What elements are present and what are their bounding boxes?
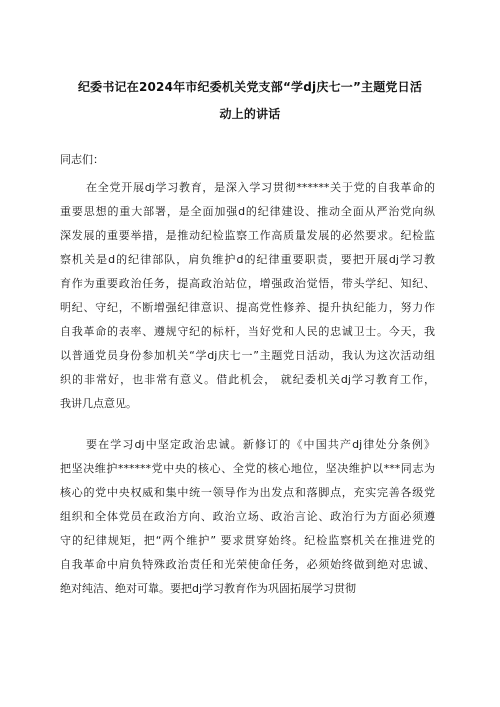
paragraph-1-line: 以普通党员身份参加机关“学dj庆七一”主题党日活动，我认为这次活动组 [60, 349, 435, 362]
paragraph-1-line: 育作为重要政治任务，提高政治站位，增强政治觉悟，带头学纪、知纪、 [60, 277, 435, 290]
document-title-line-1: 纪委书记在2024年市纪委机关党支部“学dj庆七一”主题党日活 [77, 80, 423, 94]
paragraph-1-line: 织的非常好，也非常有意义。借此机会， 就纪委机关dj学习教育工作， [60, 373, 435, 386]
paragraph-2-line: 把坚决维护******党中央的核心、全党的核心地位，坚决维护以***同志为 [60, 462, 435, 475]
paragraph-2-line: 核心的党中央权威和集中统一领导作为出发点和落脚点，充实完善各级党 [60, 486, 435, 499]
paragraph-1-line: 自我革命的表率、遵规守纪的标杆，当好党和人民的忠诚卫士。今天，我 [60, 325, 435, 338]
paragraph-1-line: 明纪、守纪，不断增强纪律意识、提高党性修养、提升执纪能力，努力作 [60, 301, 435, 314]
paragraph-1-line: 深发展的重要举措，是推动纪检监察工作高质量发展的必然要求。纪检监 [60, 229, 435, 242]
paragraph-2-line: 组织和全体党员在政治方向、政治立场、政治言论、政治行为方面必须遵 [60, 510, 435, 523]
paragraph-2-line: 守的纪律规矩，把“两个维护” 要求贯穿始终。纪检监察机关在推进党的 [60, 534, 435, 547]
paragraph-2-line: 绝对纯洁、绝对可靠。要把dj学习教育作为巩固拓展学习贯彻 [60, 582, 357, 595]
paragraph-1-line: 我讲几点意见。 [60, 397, 137, 410]
paragraph-1-line: 重要思想的重大部署，是全面加强d的纪律建设、推动全面从严治党向纵 [60, 205, 435, 218]
document-title-line-2: 动上的讲话 [219, 107, 281, 121]
greeting: 同志们： [60, 153, 104, 166]
paragraph-1-line: 察机关是d的纪律部队，肩负维护d的纪律重要职责，要把开展dj学习教 [60, 253, 435, 266]
paragraph-2-line: 自我革命中肩负特殊政治责任和光荣使命任务，必须始终做到绝对忠诚、 [60, 558, 435, 571]
paragraph-2-line: 要在学习dj中坚定政治忠诚。新修订的《中国共产dj律处分条例》 [86, 438, 435, 451]
paragraph-1-line: 在全党开展dj学习教育，是深入学习贯彻******关于党的自我革命的 [86, 181, 435, 194]
